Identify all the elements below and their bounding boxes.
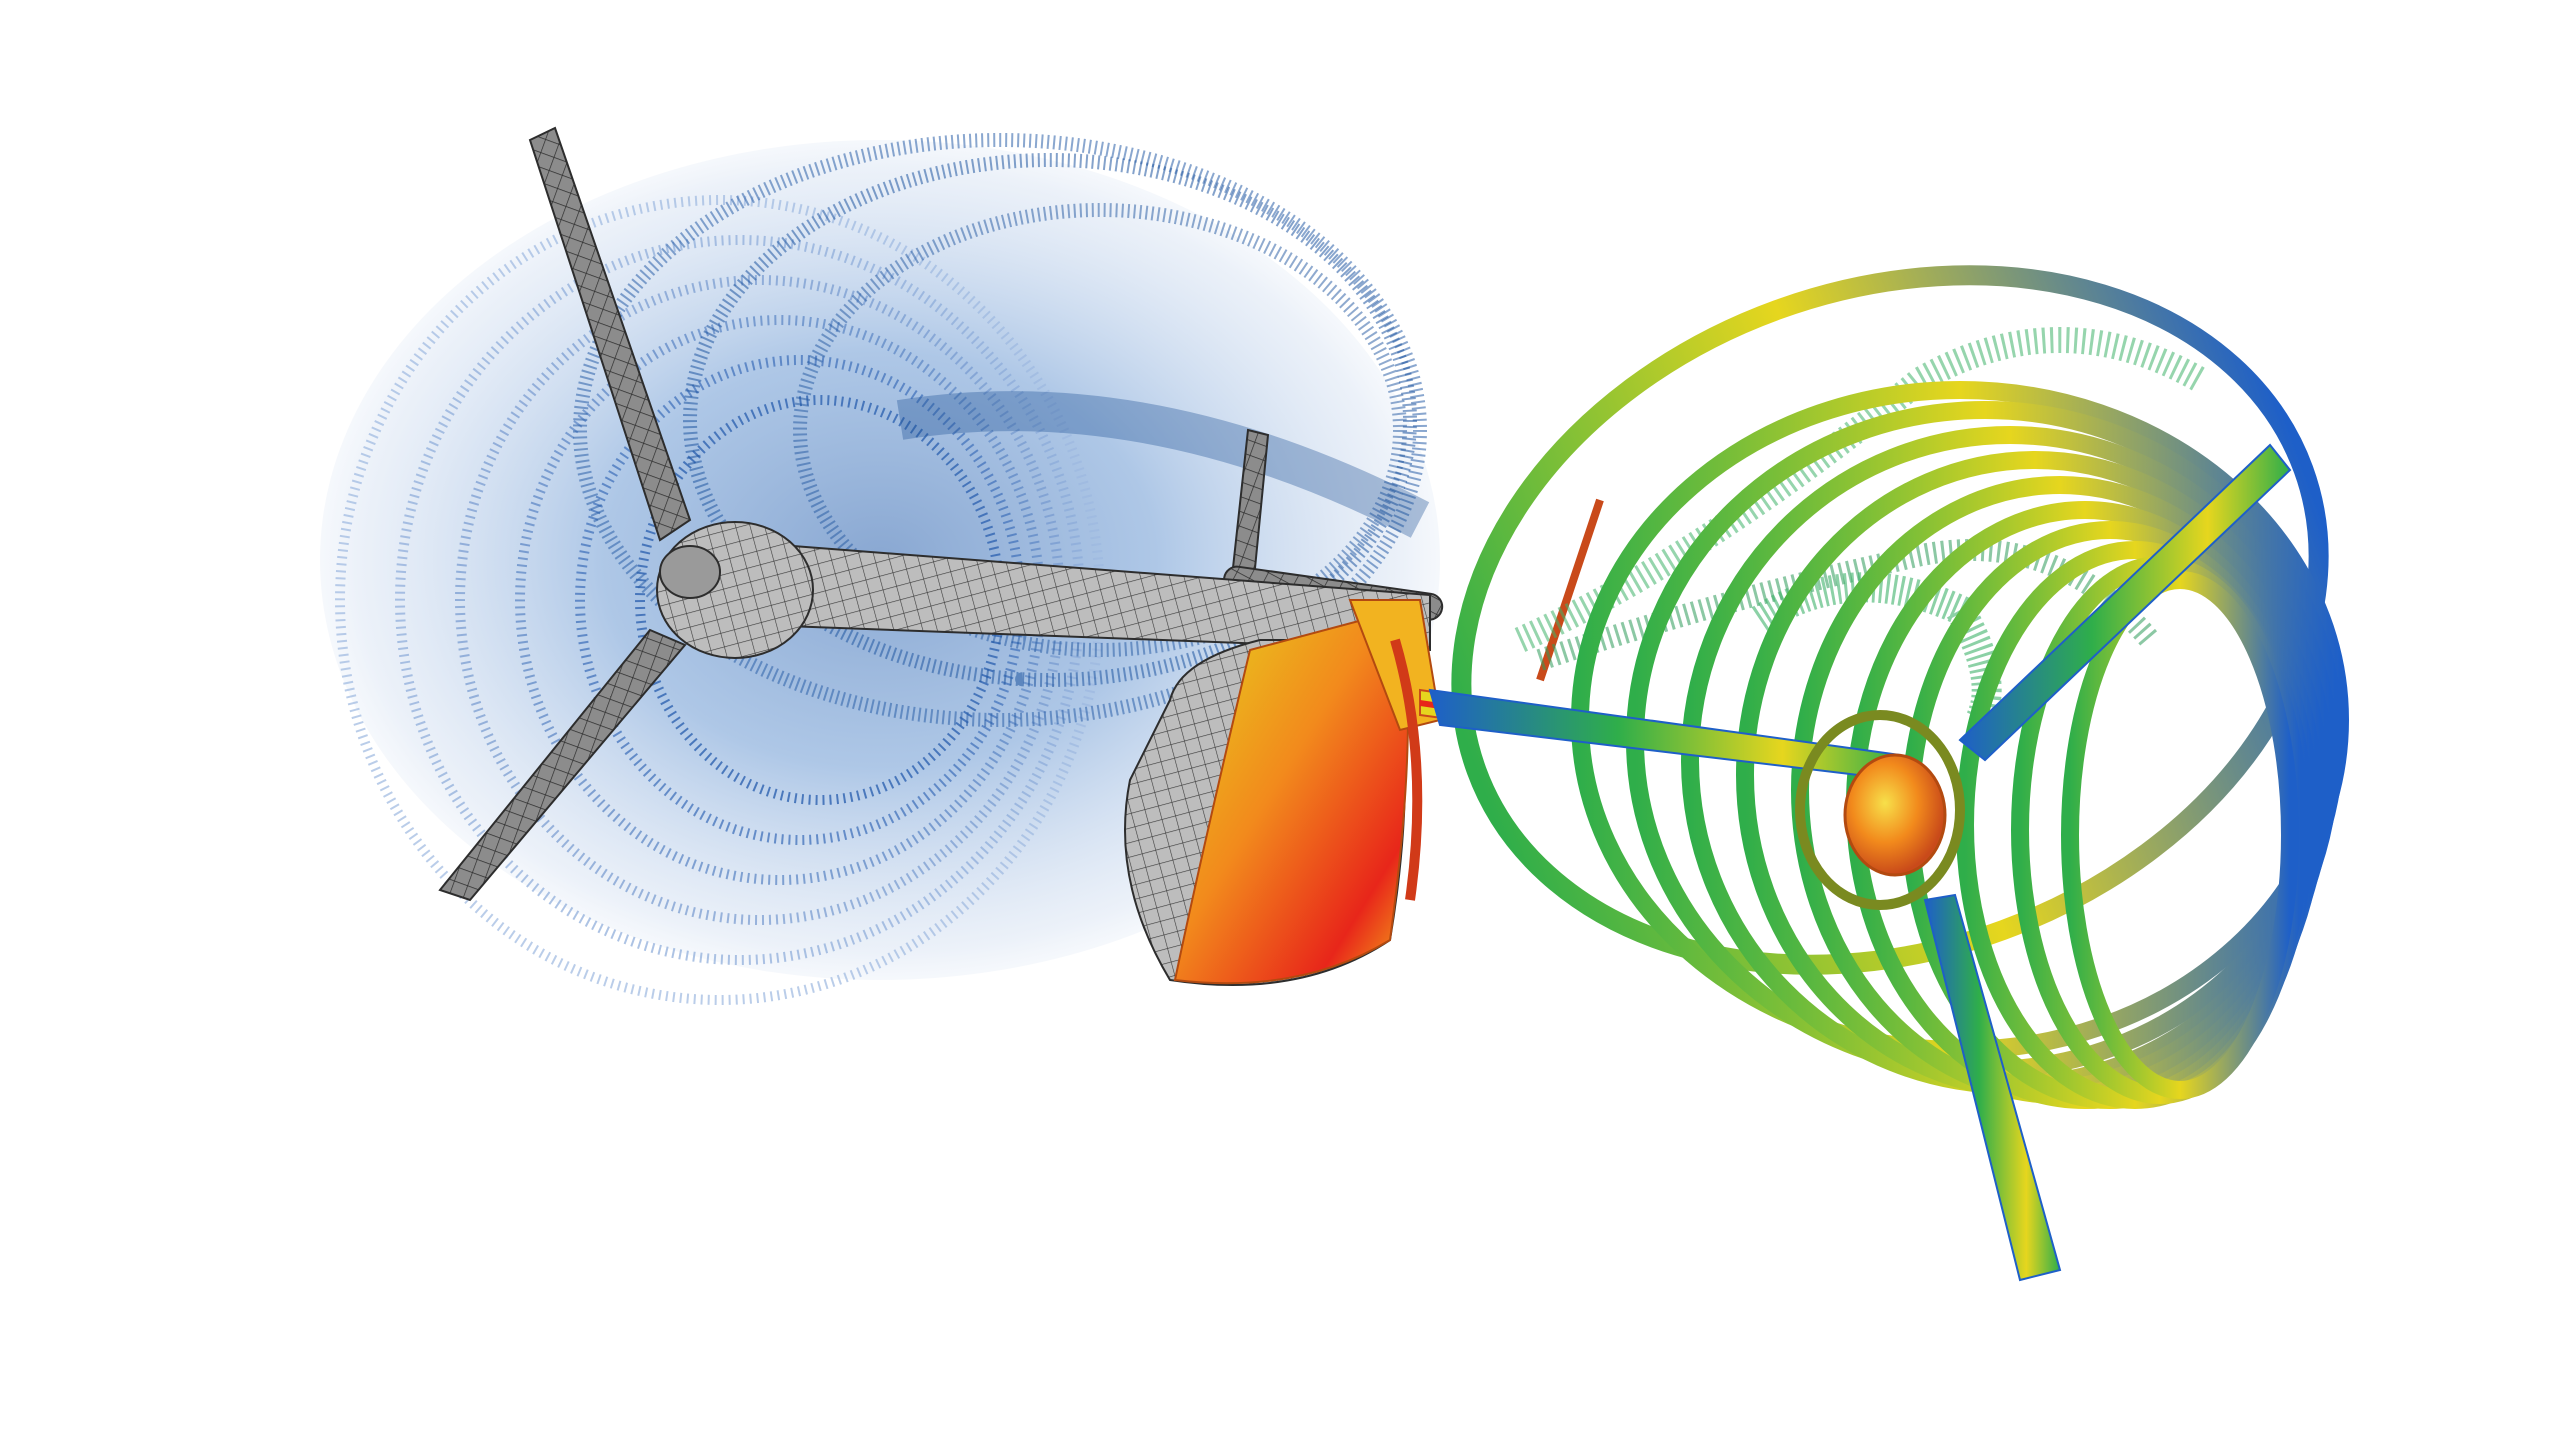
right-rotor-vortex-rings <box>1364 159 2417 1100</box>
right-hub <box>1800 715 1960 905</box>
left-nacelle <box>657 522 813 658</box>
